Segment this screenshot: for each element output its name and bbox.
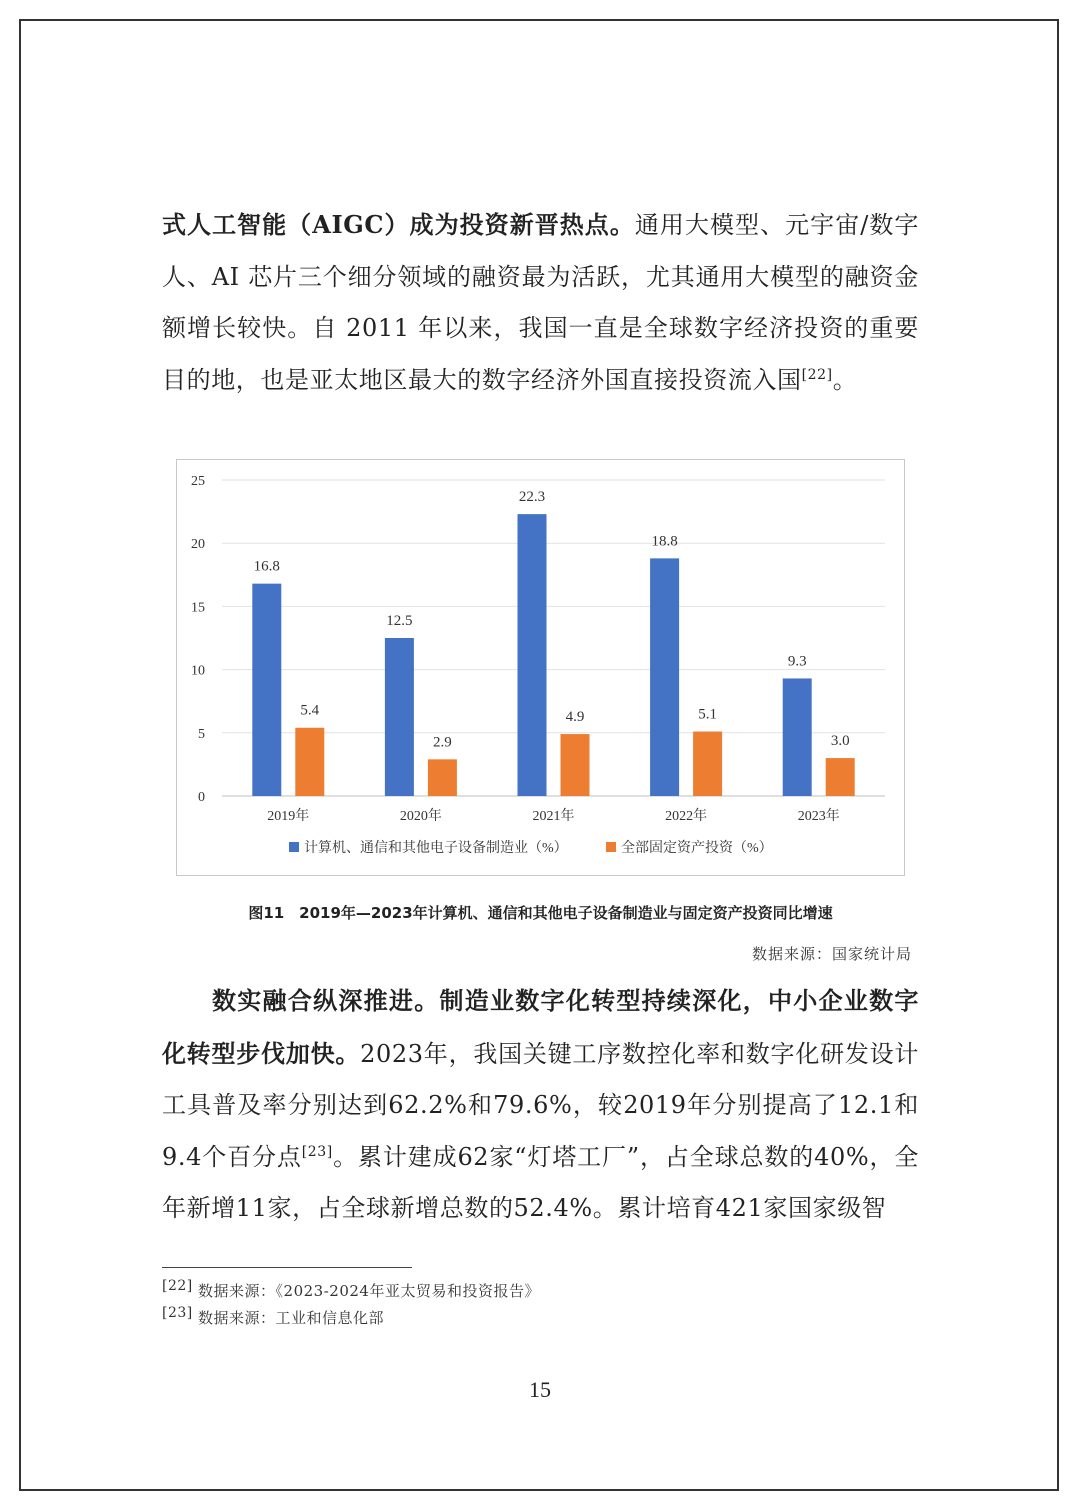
paragraph-aigc — [162, 199, 919, 406]
data-label: 16.8 — [253, 558, 280, 575]
paragraph-aigc-end: 。 — [832, 365, 858, 394]
bar-electronics — [783, 678, 812, 796]
data-label: 18.8 — [651, 533, 678, 550]
y-tick-label: 10 — [191, 663, 205, 679]
paragraph-aigc-text: 通用大模型、元宇宙/数字人、AI 芯片三个细分领域的融资最为活跃，尤其通用大模型的融资金额增长较快。自 2011 年以来，我国一直是全球数字经济投资的重要目的地，也是亚太地区最大的数字经济外国直接投资流入国 — [162, 211, 919, 394]
paragraph-digital-heading: 数实融合纵深推进。制造业数字化转型持续深化，中小企业数字化转型步伐加快。 — [162, 986, 919, 1068]
x-tick-label: 2023年 — [797, 809, 840, 824]
footnote-mark: [23] — [162, 1305, 193, 1321]
paragraph-digital-text-a: 2023年，我国关键工序数控化率和数字化研发设计工具普及率分别达到62.2%和79.6%，较2019年分别提高了12.1和9.4个百分点 — [162, 1039, 919, 1171]
footnote-mark: [22] — [162, 1278, 193, 1294]
bar-electronics — [252, 584, 281, 796]
data-label: 5.4 — [300, 702, 320, 719]
x-tick-label: 2020年 — [399, 809, 442, 824]
bar-electronics — [518, 514, 547, 796]
y-tick-label: 15 — [191, 600, 205, 616]
footnote-ref-22[interactable]: [22] — [801, 366, 833, 383]
bar-fixed-investment — [295, 728, 324, 796]
bar-chart-svg — [177, 460, 906, 877]
legend-swatch — [606, 842, 616, 852]
footnote-23 — [162, 1307, 384, 1328]
legend-label: 全部固定资产投资（%） — [621, 841, 773, 856]
bar-fixed-investment — [693, 732, 722, 796]
data-label: 2.9 — [433, 734, 452, 751]
y-tick-label: 20 — [191, 537, 205, 553]
data-label: 3.0 — [830, 733, 850, 750]
y-tick-label: 5 — [198, 726, 205, 742]
bar-fixed-investment — [561, 734, 590, 796]
data-label: 4.9 — [565, 709, 585, 726]
figure-caption: 图11 2019年—2023年计算机、通信和其他电子设备制造业与固定资产投资同比增速 — [248, 904, 833, 922]
bar-electronics — [650, 558, 679, 796]
footnote-22 — [162, 1280, 540, 1301]
bar-chart — [176, 459, 905, 876]
data-label: 5.1 — [698, 706, 717, 723]
legend-label: 计算机、通信和其他电子设备制造业（%） — [304, 841, 568, 856]
footnote-text: 数据来源：《2023-2024年亚太贸易和投资报告》 — [198, 1282, 540, 1300]
y-tick-label: 0 — [198, 790, 205, 805]
y-tick-label: 25 — [191, 474, 205, 489]
x-tick-label: 2021年 — [532, 809, 575, 824]
paragraph-digital-integration — [162, 975, 919, 1235]
legend-swatch — [289, 842, 299, 852]
paragraph-aigc-heading: 式人工智能（AIGC）成为投资新晋热点。 — [162, 210, 635, 239]
page-number: 15 — [529, 1377, 551, 1402]
bar-fixed-investment — [826, 758, 855, 796]
data-label: 9.3 — [787, 653, 807, 670]
data-label: 12.5 — [386, 613, 413, 629]
x-tick-label: 2022年 — [665, 809, 708, 824]
paragraph-digital-text-b: 。累计建成62家“灯塔工厂”，占全球总数的40%，全年新增11家，占全球新增总数的52.4%。累计培育421家国家级智 — [162, 1142, 919, 1222]
footnote-text: 数据来源：工业和信息化部 — [198, 1309, 385, 1327]
figure-source: 数据来源：国家统计局 — [751, 945, 912, 963]
data-label: 22.3 — [518, 489, 546, 506]
footnote-divider — [162, 1267, 412, 1268]
bar-fixed-investment — [428, 759, 457, 796]
x-tick-label: 2019年 — [267, 809, 310, 824]
bar-electronics — [385, 638, 414, 796]
footnote-ref-23[interactable]: [23] — [301, 1143, 333, 1160]
